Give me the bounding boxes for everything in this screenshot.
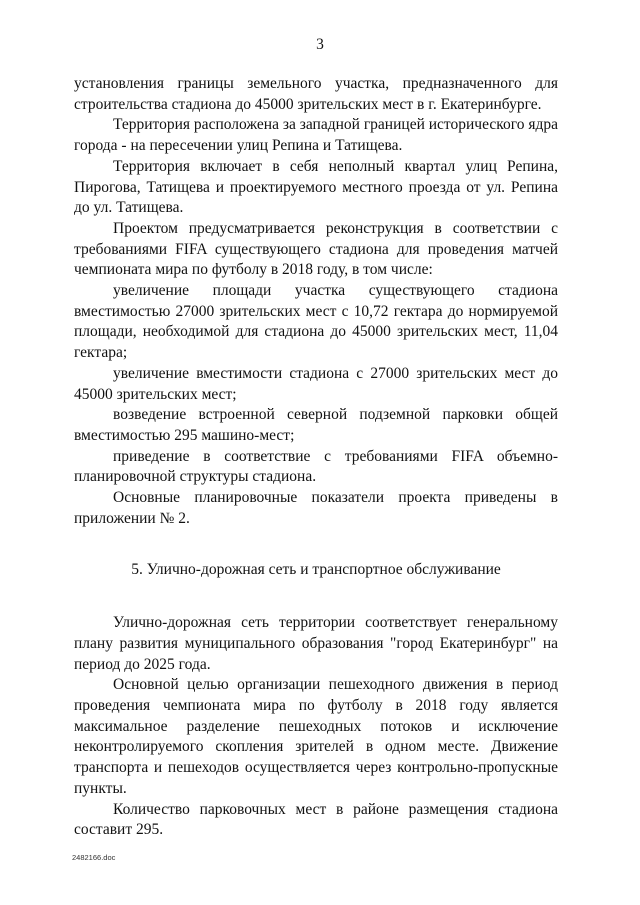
paragraph-parking-count: Количество парковочных мест в районе размещения стадиона составит 295. xyxy=(74,800,558,839)
list-item-fifa-compliance: приведение в соответствие с требованиями FIFA объемно-планировочной структуры стадиона. xyxy=(74,447,558,486)
paragraph-territory-includes: Территория включает в себя неполный квартал улиц Репина, Пирогова, Татищева и проектируемого местного проезда от ул. Репина до ул. Татищева. xyxy=(74,157,558,217)
paragraph-appendix-reference: Основные планировочные показатели проекта приведены в приложении № 2. xyxy=(74,489,558,527)
section-heading: 5. Улично-дорожная сеть и транспортное обслуживание xyxy=(131,561,501,579)
paragraph-territory-location: Территория расположена за западной границей исторического ядра города - на пересечении улиц Репина и Татищева. xyxy=(74,116,558,155)
paragraph-road-network: Улично-дорожная сеть территории соответствует генеральному плану развития муниципального образования "город Екатеринбург" на период до 2025 года. xyxy=(74,614,558,673)
document-body xyxy=(74,74,558,841)
paragraph-pedestrian-movement: Основной целью организации пешеходного движения в период проведения чемпионата мира по футболу в 2018 году является максимальное разделение пешеходных потоков и исключение неконтролируемого скопления зрителей в одном месте. Движение транспорта и пешеходов осуществляется через контрольно-пропускные пункты. xyxy=(74,676,558,797)
paragraph-project-scope: Проектом предусматривается реконструкция в соответствии с требованиями FIFA существующего стадиона для проведения матчей чемпионата мира по футболу в 2018 году, в том числе: xyxy=(74,219,558,279)
list-item-area-increase: увеличение площади участка существующего стадиона вместимостью 27000 зрительских мест с 10,72 гектара до нормируемой площади, необходимой для стадиона до 45000 зрительских мест, 11,04 гектара; xyxy=(74,282,558,362)
page-number: 3 xyxy=(316,36,324,53)
list-item-capacity-increase: увеличение вместимости стадиона с 27000 зрительских мест до 45000 зрительских мест; xyxy=(74,364,558,403)
paragraph-continuation: установления границы земельного участка, предназначенного для строительства стадиона до 45000 зрительских мест в г. Екатеринбурге. xyxy=(74,75,558,113)
list-item-parking: возведение встроенной северной подземной парковки общей вместимостью 295 машино-мест; xyxy=(74,406,558,444)
footer-filename: 2482166.doc xyxy=(72,853,116,862)
